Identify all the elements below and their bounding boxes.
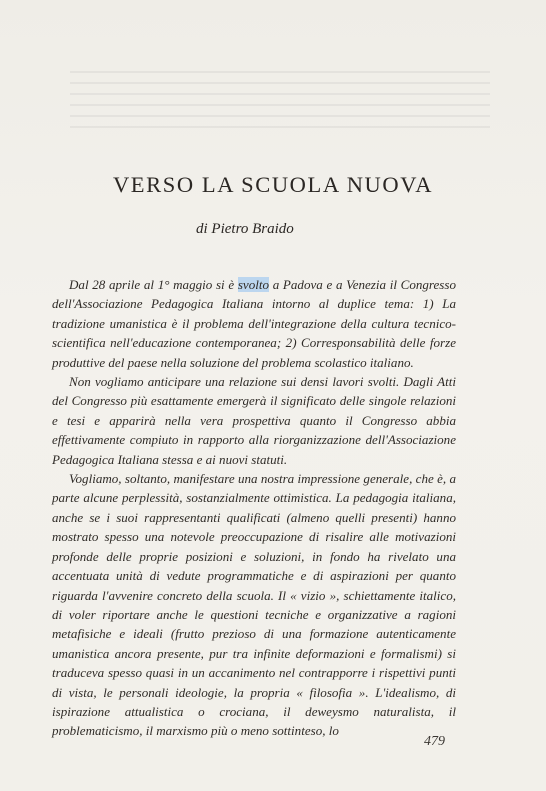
article-title: VERSO LA SCUOLA NUOVA: [112, 172, 434, 197]
paragraph-3: Vogliamo, soltanto, manifestare una nostra impressione generale, che è, a parte alcune perplessità, sostanzialmente ottimistica. La pedagogia italiana, anche se i suoi rappresentanti qualificati (almeno quelli presenti) hanno mostrato spesso una notevole preoccupazione di risalire alle motivazioni profonde delle proprie posizioni e soluzioni, in fondo ha rivelato una accentuata unità di vedute programmatiche e di aspirazioni per quanto riguarda l'avvenire concreto della scuola. Il « vizio », schiettamente italico, di voler riportare anche le questioni tecniche e organizzative a ragioni metafisiche e ideali (frutto prezioso di una formazione autenticamente umanistica ancora presente, pur tra infinite deformazioni e formalismi) si traduceva spesso quasi in un accanimento nel contrapporre i rispettivi punti di vista, le personali ideologie, la propria « filosofia ». L'idealismo, di ispirazione attualistica o crociana, il deweysmo naturalista, il problematicismo, il marxismo più o meno sottinteso, lo: [52, 471, 456, 739]
page-number: 479: [424, 734, 445, 749]
author-name: Pietro Braido: [211, 221, 294, 237]
paragraph-1-rest: a Padova e a Venezia il Congresso dell'Associazione Pedagogica Italiana intorno al duplice tema: 1) La tradizione umanistica è il problema dell'integrazione della cultura tecnico-scientifica nell'educazione contemporanea; 2) Corresponsabilità delle forze produttive del paese nella soluzione del problema scolastico italiano.: [52, 277, 456, 370]
article-body: [52, 275, 456, 741]
byline-prefix: di: [196, 221, 208, 237]
paragraph-1: [52, 275, 456, 372]
bleed-through-text: [70, 62, 490, 132]
paragraph-1-start: Dal 28 aprile al 1° maggio si è: [69, 277, 238, 292]
byline: [196, 221, 294, 238]
paragraph-2: Non vogliamo anticipare una relazione sui densi lavori svolti. Dagli Atti del Congresso più esattamente emergerà il significato delle singole relazioni e tesi e apparirà nella vera prospettiva quanto il Congresso abbia effettivamente compiuto in rapporto alla riorganizzazione dell'Associazione Pedagogica Italiana stessa e ai nuovi statuti.: [52, 374, 456, 467]
selected-text[interactable]: svolto: [237, 277, 270, 292]
